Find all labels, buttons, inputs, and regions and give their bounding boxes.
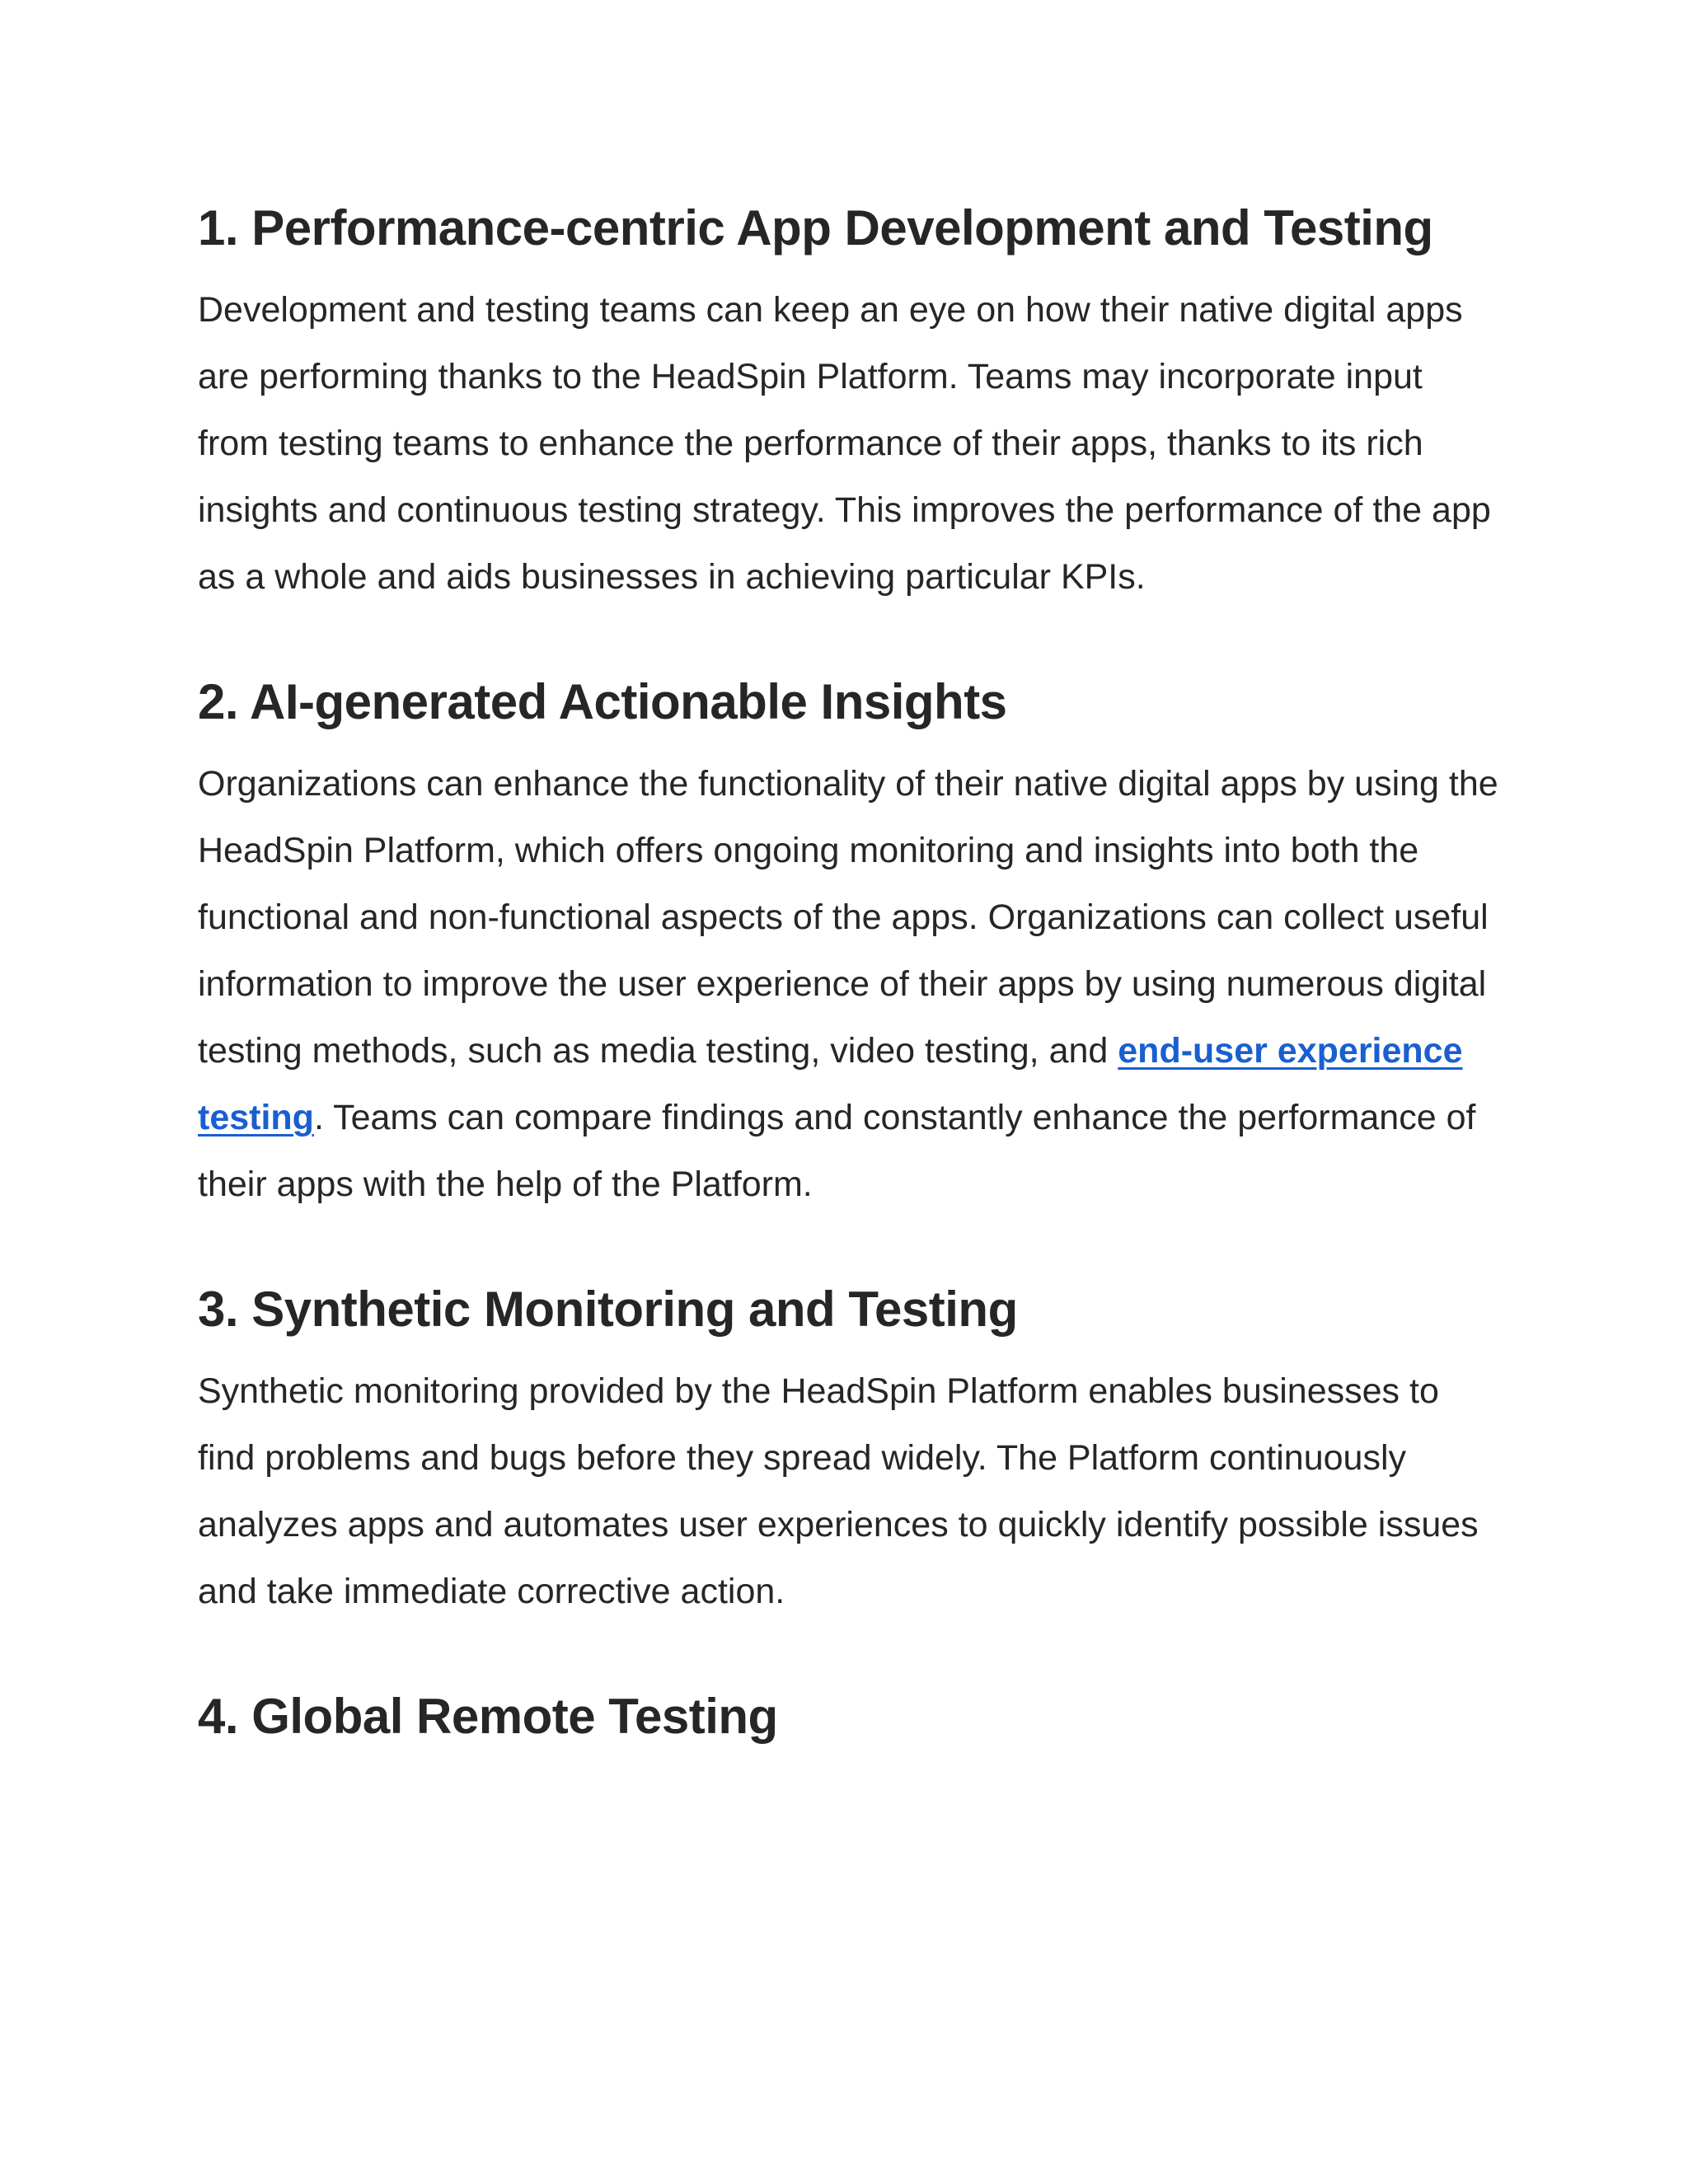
- paragraph-text-before-link: Organizations can enhance the functionality of their native digital apps by using the HeadSpin Platform, which offers ongoing monitoring and insights into both the functional and non-functional aspects of the apps. Organizations can collect useful information to improve the user experience of their apps by using numerous digital testing methods, such as media testing, video testing, and: [198, 764, 1498, 1071]
- paragraph-text-after-link: . Teams can compare findings and constantly enhance the performance of their apps with the help of the Platform.: [198, 1098, 1476, 1204]
- section-performance-centric: [198, 191, 1500, 611]
- section-paragraph: Synthetic monitoring provided by the HeadSpin Platform enables businesses to find problems and bugs before they spread widely. The Platform continuously analyzes apps and automates user experiences to quickly identify possible issues and take immediate corrective action.: [198, 1371, 1479, 1611]
- section-global-remote-testing: [198, 1680, 1500, 1754]
- section-paragraph: [198, 751, 1500, 1218]
- section-heading: 3. Synthetic Monitoring and Testing: [198, 1282, 1018, 1337]
- end-user-experience-testing-link[interactable]: end-user experience testing: [198, 1031, 1463, 1137]
- section-synthetic-monitoring: [198, 1272, 1500, 1625]
- section-paragraph: Development and testing teams can keep an eye on how their native digital apps are performing thanks to the HeadSpin Platform. Teams may incorporate input from testing teams to enhance the performance of their apps, thanks to its rich insights and continuous testing strategy. This improves the performance of the app as a whole and aids businesses in achieving particular KPIs.: [198, 290, 1491, 597]
- section-heading: 1. Performance-centric App Development and Testing: [198, 200, 1433, 255]
- section-ai-insights: [198, 665, 1500, 1218]
- section-heading: 4. Global Remote Testing: [198, 1689, 778, 1744]
- section-heading: 2. AI-generated Actionable Insights: [198, 674, 1007, 729]
- document-page: [198, 191, 1500, 1754]
